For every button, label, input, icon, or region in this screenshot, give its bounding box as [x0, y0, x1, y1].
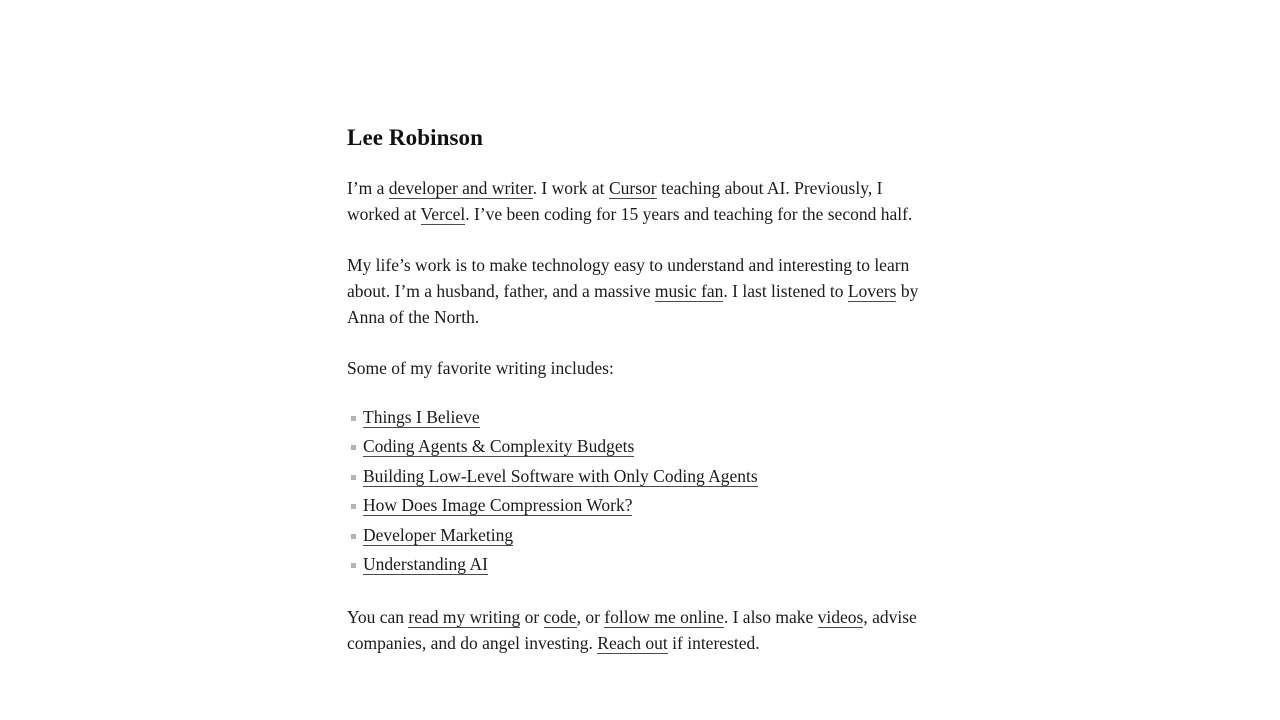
link-vercel[interactable]: Vercel: [420, 203, 466, 224]
outro-text-3: , or: [576, 606, 605, 627]
outro-text-6: if interested.: [667, 632, 760, 653]
about-paragraph: [347, 252, 929, 330]
outro-text-4: . I also make: [723, 606, 818, 627]
outro-paragraph: [347, 604, 929, 656]
link-coding-agents-complexity-budgets[interactable]: Coding Agents & Complexity Budgets: [363, 436, 635, 457]
square-bullet-icon: [351, 534, 356, 539]
link-cursor[interactable]: Cursor: [608, 177, 657, 198]
link-music-fan[interactable]: music fan: [654, 280, 724, 301]
intro-text-4: . I’ve been coding for 15 years and teaching for the second half.: [465, 203, 913, 224]
list-item: [347, 550, 929, 580]
list-item: [347, 521, 929, 551]
about-text-3: by Anna of the North.: [347, 280, 919, 327]
link-understanding-ai[interactable]: Understanding AI: [363, 554, 488, 575]
square-bullet-icon: [351, 416, 356, 421]
square-bullet-icon: [351, 563, 356, 568]
list-item: [347, 462, 929, 492]
link-follow-me-online[interactable]: follow me online: [604, 606, 724, 627]
list-item: [347, 432, 929, 462]
intro-text-1: I’m a: [347, 177, 389, 198]
link-developer-and-writer[interactable]: developer and writer: [388, 177, 533, 198]
content-column: [347, 124, 929, 656]
favorite-writing-list: [347, 403, 929, 580]
list-item: [347, 491, 929, 521]
intro-paragraph: [347, 175, 929, 227]
page-title: Lee Robinson: [347, 125, 484, 150]
square-bullet-icon: [351, 475, 356, 480]
link-lovers[interactable]: Lovers: [847, 280, 897, 301]
link-how-does-image-compression-work[interactable]: How Does Image Compression Work?: [363, 495, 633, 516]
link-developer-marketing[interactable]: Developer Marketing: [363, 524, 514, 545]
writing-heading: Some of my favorite writing includes:: [347, 357, 614, 378]
link-videos[interactable]: videos: [817, 606, 864, 627]
about-text-2: . I last listened to: [723, 280, 848, 301]
link-code[interactable]: code: [543, 606, 577, 627]
intro-text-3: teaching about AI. Previously, I worked at: [347, 177, 883, 224]
about-text-1: My life’s work is to make technology easy to understand and interesting to learn about. I’m a husband, father, and a massive: [347, 254, 910, 301]
square-bullet-icon: [351, 445, 356, 450]
link-things-i-believe[interactable]: Things I Believe: [363, 406, 480, 427]
link-read-my-writing[interactable]: read my writing: [408, 606, 521, 627]
outro-text-1: You can: [347, 606, 409, 627]
outro-text-5: , advise companies, and do angel investing.: [347, 606, 917, 653]
link-building-low-level-software[interactable]: Building Low-Level Software with Only Coding Agents: [363, 465, 758, 486]
link-reach-out[interactable]: Reach out: [597, 632, 668, 653]
outro-text-2: or: [520, 606, 544, 627]
list-item: [347, 403, 929, 433]
square-bullet-icon: [351, 504, 356, 509]
intro-text-2: . I work at: [532, 177, 609, 198]
